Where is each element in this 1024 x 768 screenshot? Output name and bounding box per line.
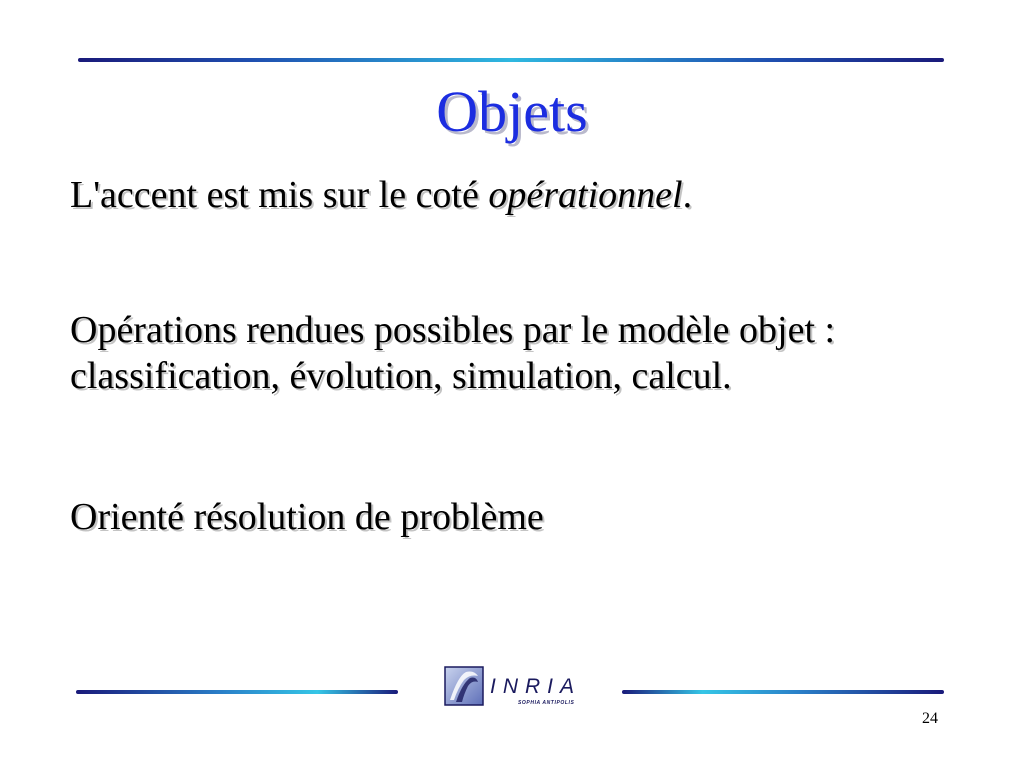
inria-logo-emblem-icon — [444, 666, 484, 706]
bottom-left-divider — [76, 690, 398, 694]
bottom-right-divider — [622, 690, 944, 694]
inria-logo-text: INRIA — [490, 675, 582, 698]
bullet-operations: Opérations rendues possibles par le modèle objet : classification, évolution, simulation, calcul. — [70, 309, 836, 397]
bullet-problem-solving: Orienté résolution de problème — [70, 496, 544, 538]
inria-logo-subtitle: SOPHIA ANTIPOLIS — [518, 700, 575, 706]
bullet-operational-text: L'accent est mis sur le coté — [70, 174, 489, 216]
bullet-operational — [70, 172, 692, 218]
top-divider — [78, 58, 944, 62]
slide-title: Objets — [436, 79, 588, 144]
bullet-operational-suffix: . — [682, 174, 693, 216]
page-number: 24 — [922, 710, 938, 727]
bullet-operational-emphasis: opérationnel — [488, 174, 683, 216]
inria-logo — [444, 664, 600, 710]
